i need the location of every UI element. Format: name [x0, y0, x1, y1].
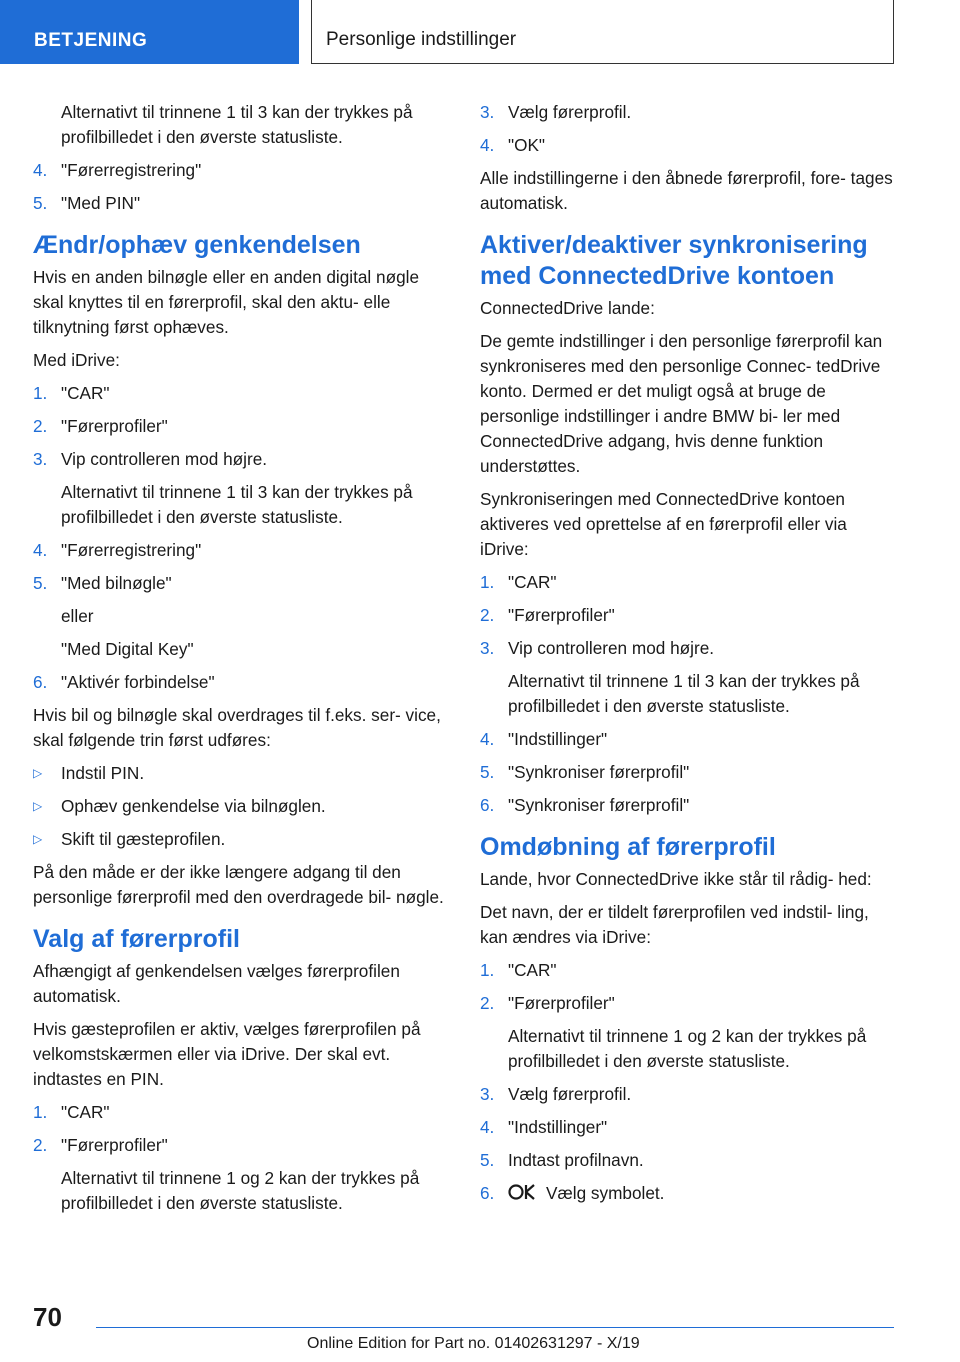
bullet-item	[33, 827, 448, 852]
step-number: 6.	[480, 1183, 495, 1203]
section-label: BETJENING	[34, 30, 148, 51]
section-heading: Valg af førerprofil	[33, 925, 240, 953]
ok-icon	[508, 1182, 538, 1202]
step-text: Vælg førerprofil.	[508, 102, 632, 122]
step-text: "Synkroniser førerprofil"	[508, 795, 690, 815]
step-number: 1.	[33, 383, 48, 403]
list-item	[480, 793, 900, 818]
step-text: "CAR"	[508, 960, 557, 980]
step-text: "Førerregistrering"	[61, 160, 202, 180]
step-text: "Førerprofiler"	[508, 993, 615, 1013]
chapter-title-box	[311, 0, 894, 64]
chapter-title: Personlige indstillinger	[326, 29, 517, 50]
list-item	[33, 414, 448, 439]
step-or: eller	[61, 606, 94, 626]
paragraph: Det navn, der er tildelt førerprofilen ved indstil‐ ling, kan ændres via iDrive:	[480, 902, 869, 947]
step-alternative: "Med Digital Key"	[61, 639, 194, 659]
list-item	[480, 727, 900, 752]
list-item	[33, 1133, 448, 1158]
step-note: Alternativt til trinnene 1 til 3 kan der trykkes på profilbilledet i den øverste statusliste.	[61, 102, 413, 147]
footer-edition: Online Edition for Part no. 01402631297 - X/19	[307, 1335, 640, 1352]
list-item	[480, 1082, 900, 1107]
list-item	[33, 538, 448, 563]
step-text: Indtast profilnavn.	[508, 1150, 644, 1170]
step-number: 5.	[480, 762, 495, 782]
list-item	[480, 958, 900, 983]
step-text: Vælg symbolet.	[546, 1183, 665, 1203]
bullet-text: Indstil PIN.	[61, 763, 145, 783]
step-text: "CAR"	[508, 572, 557, 592]
step-text: Vip controlleren mod højre.	[508, 638, 715, 658]
list-item	[33, 670, 448, 695]
bullet-icon: ▷	[33, 799, 43, 813]
step-note: Alternativt til trinnene 1 og 2 kan der trykkes på profilbilledet i den øverste statusliste.	[508, 1026, 867, 1071]
page-number: 70	[33, 1302, 62, 1332]
bullet-icon: ▷	[33, 832, 43, 846]
step-number: 4.	[480, 1117, 495, 1137]
list-item	[33, 447, 448, 472]
step-number: 1.	[480, 572, 495, 592]
list-item	[480, 991, 900, 1016]
paragraph: Alle indstillingerne i den åbnede førerprofil, fore‐ tages automatisk.	[480, 168, 893, 213]
bullet-icon: ▷	[33, 766, 43, 780]
step-number: 1.	[33, 1102, 48, 1122]
list-item	[33, 381, 448, 406]
step-text: "Med PIN"	[61, 193, 141, 213]
paragraph: På den måde er der ikke længere adgang til den personlige førerprofil med den overdragede bil‐ nøgle.	[33, 862, 444, 907]
section-heading: Omdøbning af førerprofil	[480, 833, 776, 861]
step-number: 2.	[33, 416, 48, 436]
step-note: Alternativt til trinnene 1 og 2 kan der trykkes på profilbilledet i den øverste statusliste.	[61, 1168, 420, 1213]
step-number: 4.	[33, 540, 48, 560]
bullet-item	[33, 794, 448, 819]
list-item	[480, 133, 900, 158]
bullet-text: Skift til gæsteprofilen.	[61, 829, 226, 849]
step-text: "Førerregistrering"	[61, 540, 202, 560]
step-text: "Indstillinger"	[508, 729, 608, 749]
step-text: "Synkroniser førerprofil"	[508, 762, 690, 782]
step-text: "Med bilnøgle"	[61, 573, 172, 593]
step-number: 2.	[480, 993, 495, 1013]
paragraph: Med iDrive:	[33, 350, 120, 370]
list-item	[33, 191, 448, 216]
paragraph: Lande, hvor ConnectedDrive ikke står til rådig‐ hed:	[480, 869, 872, 889]
step-note: Alternativt til trinnene 1 til 3 kan der trykkes på profilbilledet i den øverste statusliste.	[508, 671, 860, 716]
step-text: "OK"	[508, 135, 546, 155]
step-number: 1.	[480, 960, 495, 980]
step-number: 5.	[33, 193, 48, 213]
step-number: 6.	[480, 795, 495, 815]
list-item	[480, 570, 900, 595]
step-text: "Førerprofiler"	[508, 605, 615, 625]
step-number: 5.	[480, 1150, 495, 1170]
step-text: Vip controlleren mod højre.	[61, 449, 268, 469]
step-text: "CAR"	[61, 383, 110, 403]
step-number: 4.	[480, 729, 495, 749]
step-text: "Førerprofiler"	[61, 416, 168, 436]
step-number: 3.	[480, 1084, 495, 1104]
list-item	[480, 100, 900, 125]
list-item	[33, 571, 448, 596]
paragraph: Hvis gæsteprofilen er aktiv, vælges førerprofilen på velkomstskærmen eller via iDrive. Der skal evt. indtastes en PIN.	[33, 1019, 421, 1089]
footer-divider	[96, 1327, 894, 1328]
list-item	[480, 760, 900, 785]
step-text: "CAR"	[61, 1102, 110, 1122]
list-item	[480, 1181, 900, 1206]
step-number: 2.	[480, 605, 495, 625]
list-item	[480, 1115, 900, 1140]
step-number: 4.	[33, 160, 48, 180]
section-heading: Aktiver/deaktiver synkronisering med ConnectedDrive kontoen	[480, 231, 868, 290]
bullet-text: Ophæv genkendelse via bilnøglen.	[61, 796, 326, 816]
step-number: 5.	[33, 573, 48, 593]
section-heading: Ændr/ophæv genkendelsen	[33, 231, 361, 259]
paragraph: ConnectedDrive lande:	[480, 298, 655, 318]
step-number: 3.	[480, 638, 495, 658]
paragraph: Hvis bil og bilnøgle skal overdrages til f.eks. ser‐ vice, skal følgende trin først udføres:	[33, 705, 441, 750]
step-text: Vælg førerprofil.	[508, 1084, 632, 1104]
step-text: "Aktivér forbindelse"	[61, 672, 215, 692]
step-number: 3.	[480, 102, 495, 122]
step-number: 4.	[480, 135, 495, 155]
right-column	[480, 100, 900, 1214]
step-number: 3.	[33, 449, 48, 469]
paragraph: Hvis en anden bilnøgle eller en anden digital nøgle skal knyttes til en førerprofil, skal den aktu‐ elle tilknytning først ophæves.	[33, 267, 420, 337]
paragraph: Afhængigt af genkendelsen vælges førerprofilen automatisk.	[33, 961, 400, 1006]
step-text: "Indstillinger"	[508, 1117, 608, 1137]
left-column	[33, 100, 448, 1224]
list-item	[480, 1148, 900, 1173]
step-text: "Førerprofiler"	[61, 1135, 168, 1155]
list-item	[33, 158, 448, 183]
step-number: 6.	[33, 672, 48, 692]
section-tab	[0, 0, 299, 64]
step-number: 2.	[33, 1135, 48, 1155]
list-item	[480, 603, 900, 628]
step-note: Alternativt til trinnene 1 til 3 kan der trykkes på profilbilledet i den øverste statusliste.	[61, 482, 413, 527]
paragraph: Synkroniseringen med ConnectedDrive kontoen aktiveres ved oprettelse af en førerprofil eller via iDrive:	[480, 489, 847, 559]
list-item	[33, 1100, 448, 1125]
bullet-item	[33, 761, 448, 786]
list-item	[480, 636, 900, 661]
paragraph: De gemte indstillinger i den personlige førerprofil kan synkroniseres med den personlige Connec‐ tedDrive konto. Dermed er det muligt også at bruge de personlige indstillinger i andre BMW bi‐ ler med ConnectedDrive adgang, hvis denne funktion understøttes.	[480, 331, 883, 476]
